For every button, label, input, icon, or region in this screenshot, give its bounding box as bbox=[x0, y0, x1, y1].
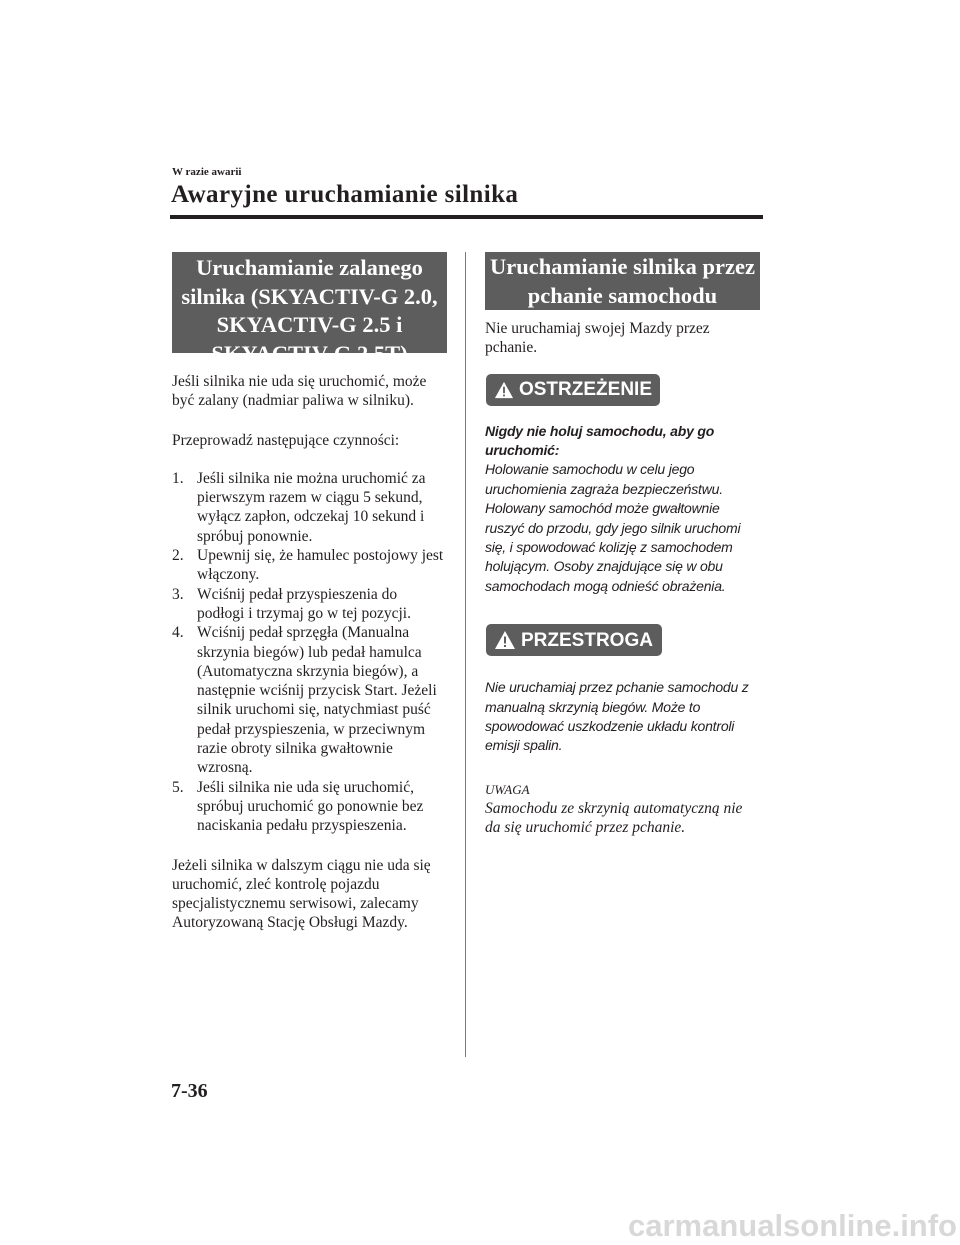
left-column bbox=[172, 252, 447, 933]
note-title: UWAGA bbox=[485, 781, 530, 797]
step-number: 2. bbox=[172, 547, 184, 565]
step-text: Wciśnij pedał przyspieszenia do podłogi i trzymaj go w tej pozycji. bbox=[197, 585, 411, 622]
step-item bbox=[172, 585, 447, 624]
column-divider bbox=[465, 252, 466, 1057]
step-item bbox=[172, 546, 447, 585]
warning-title: Nigdy nie holuj samochodu, aby go uruchomić: bbox=[485, 422, 715, 458]
push-start-heading: Uruchamianie silnika przez pchanie samochodu bbox=[485, 252, 760, 310]
step-item bbox=[172, 623, 447, 777]
warning-badge bbox=[486, 374, 660, 406]
page-number: 7-36 bbox=[171, 1080, 208, 1102]
step-number: 4. bbox=[172, 624, 184, 642]
watermark: carmanualsonline.info bbox=[627, 1208, 957, 1243]
caution-label: PRZESTROGA bbox=[521, 629, 653, 651]
step-text: Jeśli silnika nie uda się uruchomić, spróbuj uruchomić go ponownie bez naciskania pedału przyspieszenia. bbox=[197, 778, 424, 835]
closing-text: Jeżeli silnika w dalszym ciągu nie uda się uruchomić, zleć kontrolę pojazdu specjalistycznemu serwisowi, zalecamy Autoryzowaną Stację Obsługi Mazdy. bbox=[172, 856, 431, 932]
step-text: Jeśli silnika nie można uruchomić za pierwszym razem w ciągu 5 sekund, wyłącz zapłon, odczekaj 10 sekund i spróbuj ponownie. bbox=[197, 469, 426, 545]
right-column bbox=[485, 252, 760, 838]
warning-body: Holowanie samochodu w celu jego uruchomienia zagraża bezpieczeństwu. Holowany samochód może gwałtownie ruszyć do przodu, gdy jego silnik uruchomi się, i spowodować kolizję z samochodem holującym. Osoby znajdujące się w obu samochodach mogą odnieść obrażenia. bbox=[485, 461, 741, 594]
note-body: Samochodu ze skrzynią automatyczną nie da się uruchomić przez pchanie. bbox=[485, 800, 743, 837]
step-number: 3. bbox=[172, 585, 184, 603]
page-title: Awaryjne uruchamianie silnika bbox=[171, 181, 519, 208]
step-number: 5. bbox=[172, 778, 184, 796]
steps-lead: Przeprowadź następujące czynności: bbox=[172, 431, 400, 449]
caution-triangle-icon bbox=[494, 630, 516, 650]
step-item bbox=[172, 469, 447, 546]
steps-list bbox=[172, 469, 447, 836]
caution-body: Nie uruchamiaj przez pchanie samochodu z manualną skrzynią biegów. Może to spowodować uszkodzenie układu kontroli emisji spalin. bbox=[485, 679, 749, 754]
step-item bbox=[172, 778, 447, 836]
warning-triangle-icon bbox=[494, 380, 514, 400]
section-label: W razie awarii bbox=[172, 166, 242, 178]
step-text: Upewnij się, że hamulec postojowy jest włączony. bbox=[197, 547, 444, 584]
warning-label: OSTRZEŻENIE bbox=[518, 378, 652, 400]
flooded-engine-intro: Jeśli silnika nie uda się uruchomić, może być zalany (nadmiar paliwa w silniku). bbox=[172, 373, 427, 410]
title-rule bbox=[170, 215, 763, 219]
caution-badge bbox=[486, 624, 662, 656]
flooded-engine-heading: Uruchamianie zalanego silnika (SKYACTIV-G 2.0, SKYACTIV-G 2.5 i SKYACTIV-G 2.5T) bbox=[172, 252, 447, 353]
step-text: Wciśnij pedał sprzęgła (Manualna skrzynia biegów) lub pedał hamulca (Automatyczna skrzynia biegów), a następnie wciśnij przycisk Start. Jeżeli silnik uruchomi się, natychmiast puść pedał przyspieszenia, w przeciwnym razie obroty silnika gwałtownie wzrosną. bbox=[197, 624, 437, 777]
push-start-intro: Nie uruchamiaj swojej Mazdy przez pchanie. bbox=[485, 320, 710, 357]
step-number: 1. bbox=[172, 469, 184, 487]
